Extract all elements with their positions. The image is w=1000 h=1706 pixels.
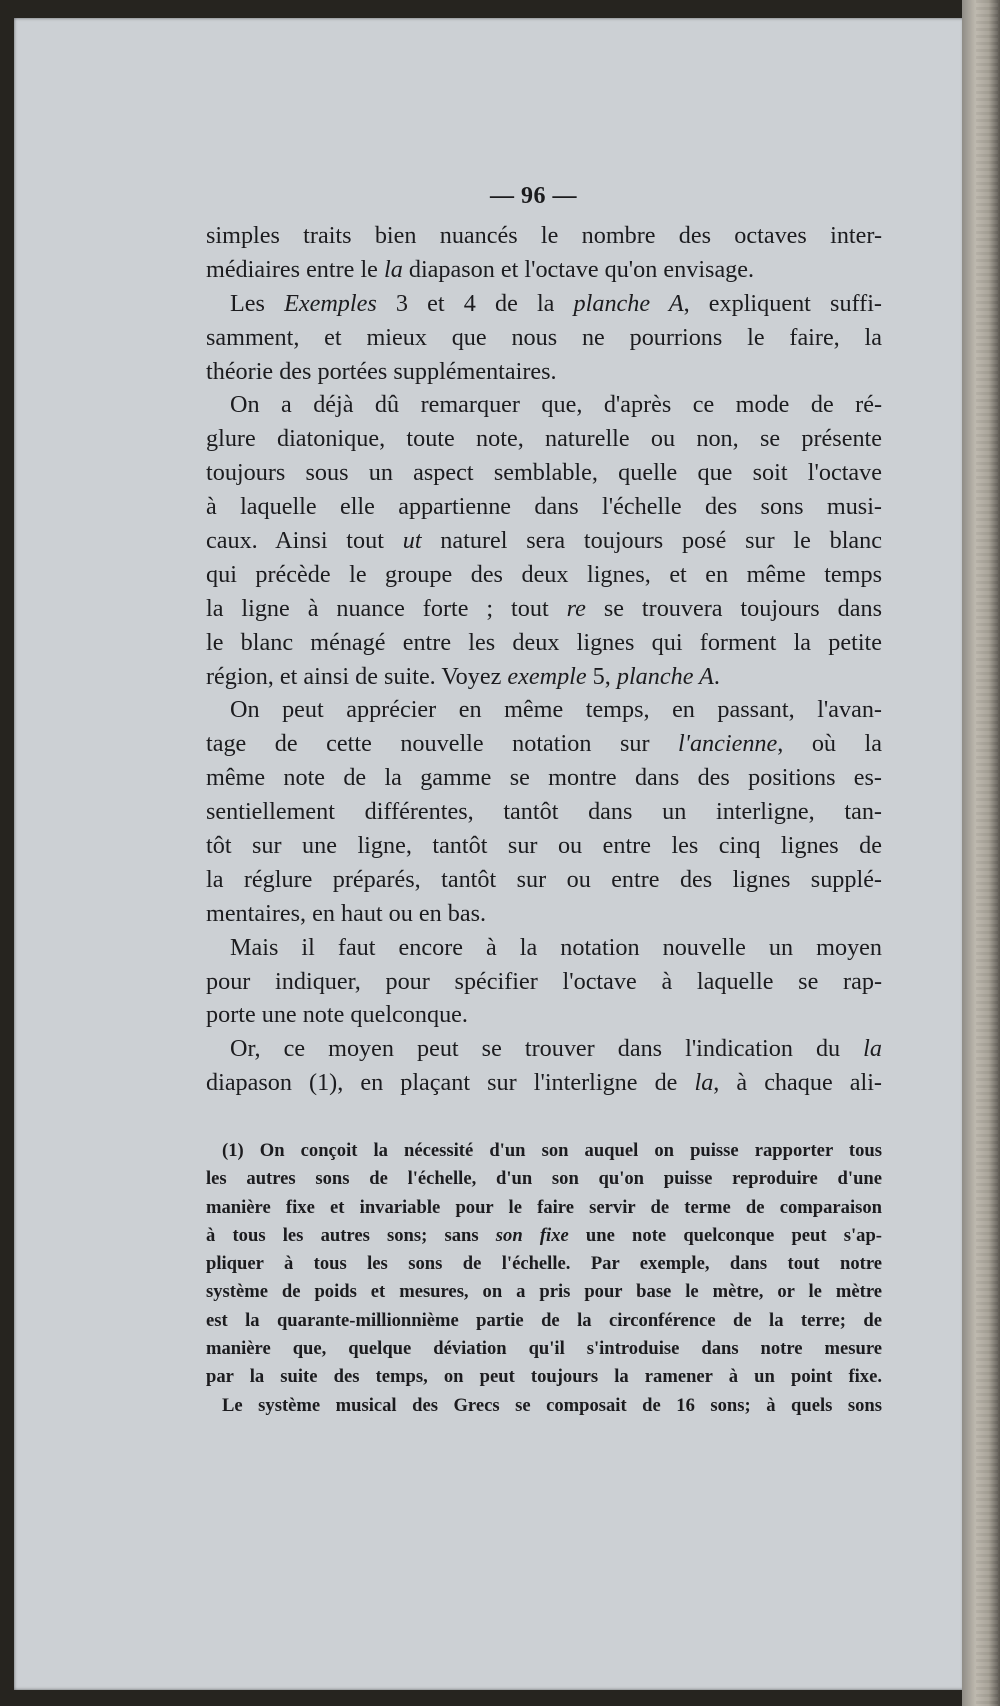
text-run: le blanc ménagé entre les deux lignes qui forment la petite bbox=[206, 628, 882, 656]
footnote bbox=[206, 1137, 882, 1420]
body-line bbox=[206, 558, 882, 592]
body-line bbox=[206, 761, 882, 795]
italic-text: exemple bbox=[507, 662, 587, 690]
footnote-line bbox=[206, 1392, 882, 1420]
text-run: la réglure préparés, tantôt sur ou entre des lignes supplé- bbox=[206, 865, 882, 893]
body-line bbox=[206, 660, 882, 694]
italic-text: planche A bbox=[573, 289, 684, 317]
italic-text: ut bbox=[402, 527, 422, 555]
body-line bbox=[206, 592, 882, 626]
text-run: région, et ainsi de suite. Voyez bbox=[206, 662, 508, 690]
text-run: théorie des portées supplémentaires. bbox=[206, 357, 557, 385]
body-line bbox=[206, 287, 882, 321]
body-line bbox=[206, 321, 882, 355]
text-run: Mais il faut encore à la notation nouvelle un moyen bbox=[230, 933, 882, 961]
text-run: à tous les autres sons; sans bbox=[206, 1224, 496, 1246]
footnote-line bbox=[206, 1278, 882, 1306]
text-run: même note de la gamme se montre dans des positions es- bbox=[206, 764, 882, 792]
page-number: — 96 — bbox=[490, 183, 577, 209]
body-line bbox=[206, 219, 882, 253]
body-line bbox=[206, 253, 882, 287]
body-line bbox=[206, 1032, 882, 1066]
text-run: mentaires, en haut ou en bas. bbox=[206, 899, 487, 927]
italic-text: la bbox=[863, 1035, 882, 1063]
body-line bbox=[206, 998, 882, 1032]
text-run: les autres sons de l'échelle, d'un son qu'on puisse reproduire d'une bbox=[206, 1168, 882, 1190]
text-run: porte une note quelconque. bbox=[206, 1001, 468, 1029]
footnote-line bbox=[206, 1165, 882, 1193]
text-run: , à chaque ali- bbox=[713, 1069, 882, 1097]
body-line bbox=[206, 863, 882, 897]
footnote-line bbox=[206, 1307, 882, 1335]
text-run: (1) On conçoit la nécessité d'un son auquel on puisse rapporter tous bbox=[222, 1140, 882, 1161]
text-run: médiaires entre le bbox=[206, 255, 384, 283]
text-run: qui précède le groupe des deux lignes, et en même temps bbox=[206, 560, 882, 588]
text-run: par la suite des temps, on peut toujours la ramener à un point fixe. bbox=[206, 1366, 882, 1388]
italic-text: la bbox=[694, 1069, 714, 1097]
text-run: se trouvera toujours dans bbox=[585, 594, 882, 622]
body-line bbox=[206, 388, 882, 422]
text-run: une note quelconque peut s'ap- bbox=[568, 1224, 882, 1246]
text-run: toujours sous un aspect semblable, quelle que soit l'octave bbox=[206, 459, 882, 487]
body-line bbox=[206, 490, 882, 524]
text-run: Or, ce moyen peut se trouver dans l'indication du bbox=[230, 1035, 864, 1063]
body-line bbox=[206, 931, 882, 965]
text-run: Le système musical des Grecs se composait de 16 sons; à quels sons bbox=[222, 1394, 882, 1416]
body-line bbox=[206, 355, 882, 389]
italic-text: la bbox=[383, 255, 403, 283]
italic-text: Exemples bbox=[284, 289, 377, 317]
text-run: sentiellement différentes, tantôt dans un interligne, tan- bbox=[206, 798, 882, 826]
footnote-line bbox=[206, 1137, 882, 1165]
italic-text: re bbox=[566, 594, 586, 622]
text-run: , expliquent suffi- bbox=[683, 289, 882, 317]
text-run: samment, et mieux que nous ne pourrions le faire, la bbox=[206, 323, 882, 351]
body-line bbox=[206, 456, 882, 490]
text-run: simples traits bien nuancés le nombre des octaves inter- bbox=[206, 222, 882, 249]
text-run: 3 et 4 de la bbox=[376, 289, 574, 317]
footnote-line bbox=[206, 1250, 882, 1278]
body-line bbox=[206, 626, 882, 660]
body-line bbox=[206, 693, 882, 727]
text-run: diapason et l'octave qu'on envisage. bbox=[402, 255, 755, 283]
body-line bbox=[206, 897, 882, 931]
footnote-line bbox=[206, 1194, 882, 1222]
text-run: . bbox=[713, 662, 720, 690]
text-run: manière fixe et invariable pour le faire servir de terme de comparaison bbox=[206, 1196, 882, 1218]
body-line bbox=[206, 524, 882, 558]
text-run: diapason (1), en plaçant sur l'interligne de bbox=[206, 1069, 695, 1097]
text-run: manière que, quelque déviation qu'il s'introduise dans notre mesure bbox=[206, 1338, 882, 1360]
text-run: est la quarante-millionnième partie de la circonférence de la terre; de bbox=[206, 1309, 882, 1331]
text-run: tage de cette nouvelle notation sur bbox=[206, 730, 679, 758]
footnote-line bbox=[206, 1335, 882, 1363]
footnote-line bbox=[206, 1222, 882, 1250]
text-run: pliquer à tous les sons de l'échelle. Par exemple, dans tout notre bbox=[206, 1253, 882, 1275]
body-line bbox=[206, 422, 882, 456]
body-line bbox=[206, 727, 882, 761]
page-stack-edge bbox=[962, 0, 1000, 1706]
text-run: à laquelle elle appartienne dans l'échelle des sons musi- bbox=[206, 493, 882, 521]
body-line bbox=[206, 965, 882, 999]
text-run: naturel sera toujours posé sur le blanc bbox=[421, 527, 883, 555]
text-run: tôt sur une ligne, tantôt sur ou entre les cinq lignes de bbox=[206, 832, 882, 860]
body-text bbox=[206, 219, 882, 1100]
body-line bbox=[206, 795, 882, 829]
body-line bbox=[206, 1066, 882, 1100]
italic-text: l'ancienne bbox=[678, 730, 778, 758]
text-run: la ligne à nuance forte ; tout bbox=[206, 594, 567, 622]
italic-text: son fixe bbox=[495, 1224, 569, 1246]
text-run: On a déjà dû remarquer que, d'après ce mode de ré- bbox=[230, 391, 882, 419]
text-run: glure diatonique, toute note, naturelle ou non, se présente bbox=[206, 425, 882, 453]
body-line bbox=[206, 829, 882, 863]
text-run: , où la bbox=[777, 730, 882, 758]
italic-text: planche A bbox=[616, 662, 714, 690]
text-run: pour indiquer, pour spécifier l'octave à laquelle se rap- bbox=[206, 967, 882, 995]
text-run: système de poids et mesures, on a pris pour base le mètre, or le mètre bbox=[206, 1281, 882, 1303]
text-run: On peut apprécier en même temps, en passant, l'avan- bbox=[230, 696, 882, 724]
text-run: 5, bbox=[586, 662, 617, 690]
text-run: Les bbox=[230, 289, 285, 317]
footnote-line bbox=[206, 1363, 882, 1391]
text-run: caux. Ainsi tout bbox=[206, 527, 403, 555]
